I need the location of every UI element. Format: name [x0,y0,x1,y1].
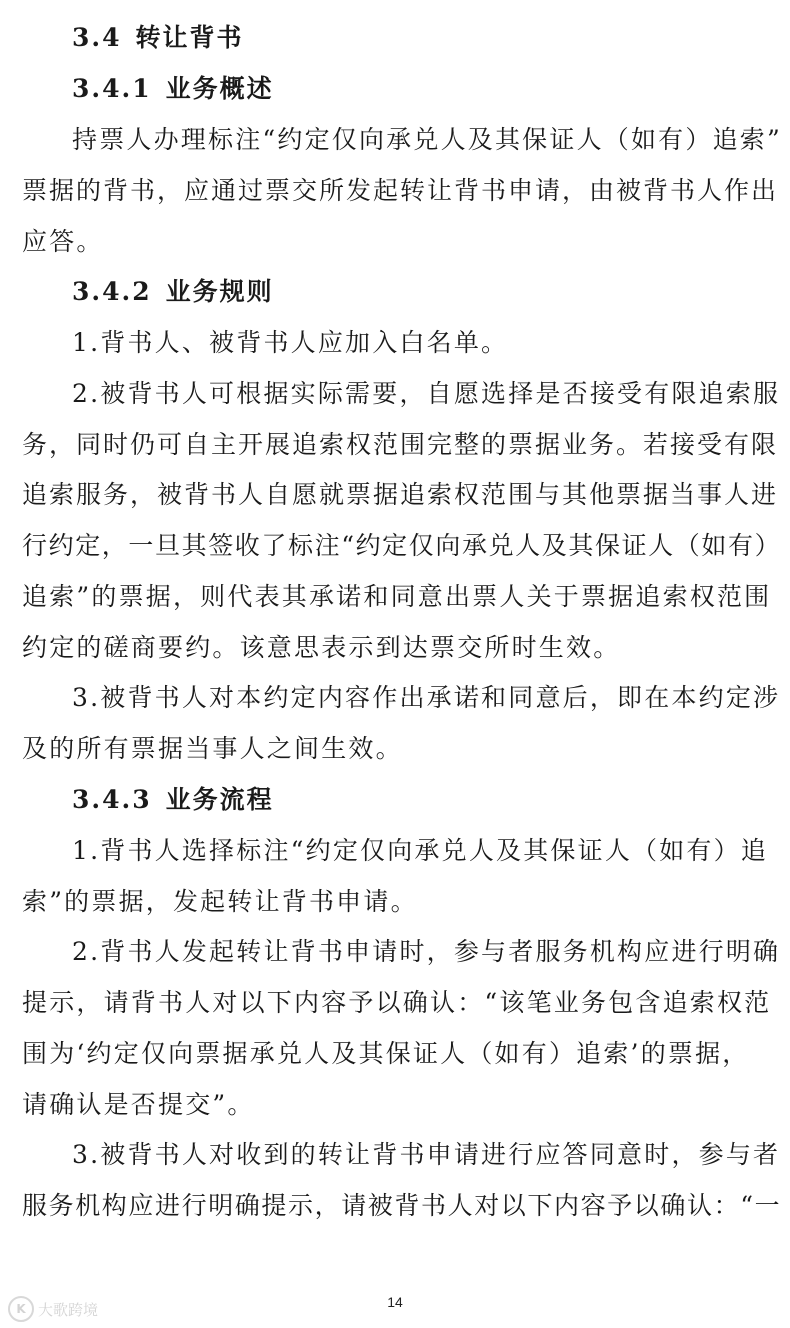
paragraph-line: 1.背书人、被背书人应加入白名单。 [72,328,509,357]
heading-3-4 [72,18,244,58]
heading-3-4-1 [72,69,274,109]
paragraph-line: 服务机构应进行明确提示，请被背书人对以下内容予以确认：“一 [22,1191,782,1220]
paragraph-line: 追索服务，被背书人自愿就票据追索权范围与其他票据当事人进 [22,480,779,509]
watermark [8,1296,98,1322]
heading-title: 业务规则 [165,277,274,306]
paragraph-line: 围为‘约定仅向票据承兑人及其保证人（如有）追索’的票据， [22,1039,750,1068]
paragraph-line: 提示，请背书人对以下内容予以确认：“该笔业务包含追索权范 [22,988,772,1017]
paragraph-line: 2.被背书人可根据实际需要，自愿选择是否接受有限追索服 [72,379,781,408]
heading-title: 转让背书 [135,23,244,52]
paragraph-line: 及的所有票据当事人之间生效。 [22,734,403,763]
heading-number: 3.4 [72,23,122,52]
heading-title: 业务流程 [165,785,274,814]
page-number: 14 [387,1294,403,1310]
heading-3-4-3 [72,780,274,820]
paragraph-line: 3.被背书人对收到的转让背书申请进行应答同意时，参与者 [72,1140,781,1169]
heading-number: 3.4.3 [72,785,152,814]
paragraph-line: 应答。 [22,227,104,256]
watermark-text: 大歌跨境 [38,1300,99,1319]
heading-title: 业务概述 [165,74,274,103]
paragraph-line: 1.背书人选择标注“约定仅向承兑人及其保证人（如有）追 [72,836,769,865]
heading-3-4-2 [72,272,274,312]
paragraph-line: 2.背书人发起转让背书申请时，参与者服务机构应进行明确 [72,937,781,966]
k-logo-icon: K [8,1296,34,1322]
paragraph-line: 持票人办理标注“约定仅向承兑人及其保证人（如有）追索” [72,125,782,154]
paragraph-line: 请确认是否提交”。 [22,1090,255,1119]
paragraph-line: 索”的票据，发起转让背书申请。 [22,887,418,916]
paragraph-line: 务，同时仍可自主开展追索权范围完整的票据业务。若接受有限 [22,430,779,459]
paragraph-line: 3.被背书人对本约定内容作出承诺和同意后，即在本约定涉 [72,683,781,712]
heading-number: 3.4.2 [72,277,152,306]
heading-number: 3.4.1 [72,74,152,103]
paragraph-line: 约定的磋商要约。该意思表示到达票交所时生效。 [22,633,621,662]
paragraph-line: 行约定，一旦其签收了标注“约定仅向承兑人及其保证人（如有） [22,531,782,560]
paragraph-line: 追索”的票据，则代表其承诺和同意出票人关于票据追索权范围 [22,582,772,611]
paragraph-line: 票据的背书，应通过票交所发起转让背书申请，由被背书人作出 [22,176,779,205]
